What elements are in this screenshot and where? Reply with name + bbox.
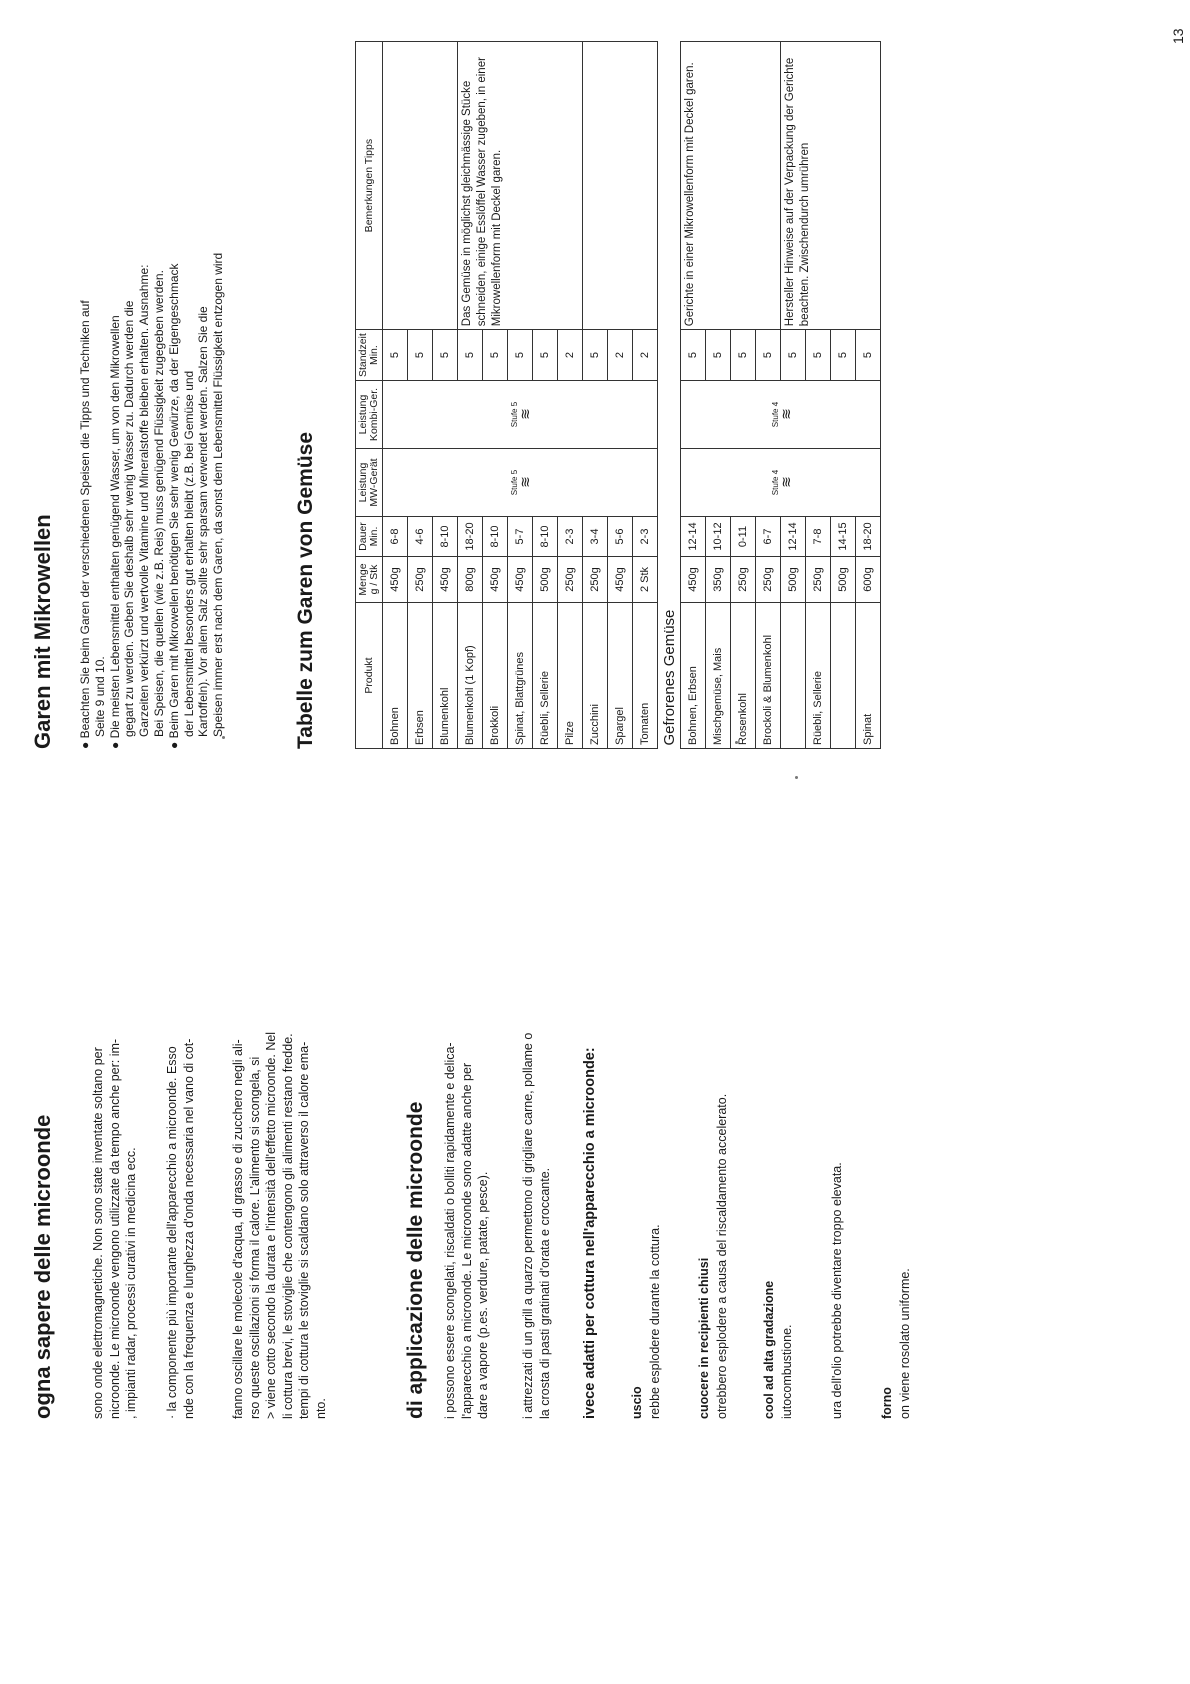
cell-standzeit: 5 — [458, 330, 483, 381]
it-item-3-title: cool ad alta gradazione — [762, 1280, 776, 1419]
it-item-2-title: cuocere in recipienti chiusi — [697, 1257, 711, 1419]
cell-produkt: Spargel — [608, 603, 633, 749]
cell-dauer: 8-10 — [533, 517, 558, 557]
it-para-3-line: rso queste oscillazioni si forma il calore. L'alimento si scongela, si — [247, 1056, 262, 1419]
cell-standzeit: 5 — [756, 330, 781, 381]
cell-standzeit: 5 — [806, 330, 831, 381]
cell-standzeit: 5 — [483, 330, 508, 381]
cell-menge: 450g — [483, 557, 508, 603]
it-para-1-line: , impianti radar, processi curativi in medicina ecc. — [124, 1147, 139, 1419]
cell-tipps: Gerichte in einer Mikrowellenform mit Deckel garen. — [681, 42, 781, 330]
it-item-4-text: ura dell'olio potrebbe diventare troppo elevata. — [830, 1162, 844, 1419]
cell-produkt: Brockoli & Blumenkohl — [756, 603, 781, 749]
table-row — [383, 42, 408, 749]
header-line: Standzeit — [357, 333, 369, 377]
bullet-icon: ● — [107, 741, 122, 749]
cell-produkt: Spinat, Blattgrünes — [508, 603, 533, 749]
header-tipps: Bemerkungen Tipps — [356, 42, 383, 330]
cell-dauer: 10-12 — [706, 517, 731, 557]
de-bullet-line: Garzeiten verkürzt und wertvolle Vitamine und Mineralstoffe bleiben erhalten. Ausnahme: — [137, 264, 152, 737]
it-para-2 — [164, 1039, 197, 1419]
cell-menge: 450g — [681, 557, 706, 603]
cell-menge: 500g — [831, 557, 856, 603]
cell-standzeit: 5 — [433, 330, 458, 381]
cell-menge: 250g — [756, 557, 781, 603]
it-para-3-line: fanno oscillare le molecole d'acqua, di grasso e di zucchero negli ali- — [231, 1039, 245, 1419]
cell-leistung-mw — [383, 449, 658, 517]
it-para-4-line: dare a vapore (p.es. verdure, patate, pesce). — [476, 1171, 491, 1419]
de-bullet-line: Kartoffeln). Vor allem Salz sollte sehr sparsam verwendet werden. Salzen Sie die — [196, 306, 211, 737]
bullet-icon: ● — [166, 741, 181, 749]
header-line: Menge — [357, 563, 369, 596]
it-item-5-text: on viene rosolato uniforme. — [898, 1268, 912, 1419]
cell-standzeit: 5 — [706, 330, 731, 381]
it-para-5 — [520, 1033, 553, 1419]
cell-menge: 600g — [856, 557, 881, 603]
cell-leistung-kombi — [383, 381, 658, 449]
cell-dauer: 4-6 — [408, 517, 433, 557]
it-para-5-line: i attrezzati di un grill a quarzo permettono di grigliare carne, pollame o — [521, 1032, 535, 1419]
header-produkt: Produkt — [356, 603, 383, 749]
it-para-3-line: nto. — [313, 1398, 328, 1419]
cell-dauer: 12-14 — [781, 517, 806, 557]
power-level-label: Stufe 4 — [770, 401, 780, 428]
it-title: ogna sapere delle microonde — [30, 1114, 55, 1419]
cell-leistung-mw — [681, 449, 881, 517]
cell-produkt: Zucchini — [583, 603, 608, 749]
cell-standzeit: 2 — [558, 330, 583, 381]
header-line: Min. — [368, 526, 380, 547]
frozen-label: Gefrorenes Gemüse — [658, 42, 681, 749]
cell-standzeit: 5 — [583, 330, 608, 381]
it-para-3-line: > viene cotto secondo la durata e l'intensità dell'effetto microonde. Nel — [264, 1031, 279, 1419]
cell-dauer: 6-7 — [756, 517, 781, 557]
cell-menge: 2 Stk — [633, 557, 658, 603]
cell-menge: 250g — [583, 557, 608, 603]
cell-produkt: Blumenkohl (1 Kopf) — [458, 603, 483, 749]
cell-produkt: Rüebli, Sellerie — [806, 603, 831, 749]
cell-produkt — [781, 603, 806, 749]
cell-menge: 500g — [533, 557, 558, 603]
power-level-label: Stufe 5 — [510, 401, 519, 428]
cell-dauer: 6-8 — [383, 517, 408, 557]
cell-produkt: Pilze — [558, 603, 583, 749]
header-line: MW-Gerät — [368, 458, 380, 507]
header-line: Leistung — [357, 462, 369, 503]
de-bullet-line: Beachten Sie beim Garen der verschiedenen Speisen die Tipps und Techniken auf — [78, 300, 92, 739]
header-line: Leistung — [357, 394, 369, 435]
header-line: g / Stk — [368, 564, 380, 595]
header-line: Dauer — [357, 522, 369, 551]
it-item-3-text: iutocombustione. — [780, 1324, 794, 1419]
it-para-2-line: · la componente più importante dell'apparecchio a microonde. Esso — [165, 1046, 179, 1419]
cell-dauer: 5-7 — [508, 517, 533, 557]
cell-standzeit: 5 — [856, 330, 881, 381]
cell-dauer: 8-10 — [483, 517, 508, 557]
microwave-power-icon: ≋ — [517, 477, 533, 488]
header-line: Min. — [368, 345, 380, 366]
cell-dauer: 18-20 — [856, 517, 881, 557]
de-bullet-line: Beim Garen mit Mikrowellen benötigen Sie sehr wenig Gewürze, da der Eigengeschmack — [166, 263, 181, 739]
cell-standzeit: 5 — [831, 330, 856, 381]
cell-produkt: Rosenkohl — [731, 603, 756, 749]
cell-produkt: Erbsen — [408, 603, 433, 749]
de-bullets — [78, 253, 226, 749]
cell-tipps: Hersteller Hinweise auf der Verpackung der Gerichte beachten. Zwischendurch umrühren — [781, 42, 881, 330]
cell-produkt: Brokkoli — [483, 603, 508, 749]
it-para-4-line: i possono essere scongelati, riscaldati o bolliti rapidamente e delica- — [443, 1042, 457, 1419]
de-bullet-line: Bei Speisen, die quellen (wie z.B. Reis) muss genügend Flüssigkeit zugegeben werden. — [151, 270, 166, 737]
de-bullet-line: Seite 9 und 10. — [92, 656, 107, 737]
vegetable-table — [355, 41, 881, 749]
it-item-5-title: forno — [880, 1387, 894, 1419]
cell-dauer: 3-4 — [583, 517, 608, 557]
cell-standzeit: 5 — [383, 330, 408, 381]
it-para-3-line: li cottura brevi, le stoviglie che contengono gli alimenti restano fredde. — [280, 1033, 295, 1419]
it-para-4 — [442, 1042, 492, 1419]
cell-produkt — [831, 603, 856, 749]
it-para-3 — [230, 1032, 330, 1419]
cell-menge: 350g — [706, 557, 731, 603]
it-para-4-line: l'apparecchio a microonde. Le microonde sono adatte anche per — [459, 1062, 474, 1419]
cell-standzeit: 5 — [781, 330, 806, 381]
cell-standzeit: 5 — [533, 330, 558, 381]
table-header-row — [356, 42, 383, 749]
cell-dauer: 8-10 — [433, 517, 458, 557]
de-bullet-3 — [167, 253, 226, 749]
power-level-label: Stufe 4 — [770, 469, 780, 496]
header-leistung-kombi — [356, 381, 383, 449]
it-item-2-text: otrebbero esplodere a causa del riscaldamento accelerato. — [715, 1093, 729, 1419]
cell-dauer: 5-6 — [608, 517, 633, 557]
it-para-1 — [90, 1039, 140, 1419]
cell-produkt: Spinat — [856, 603, 881, 749]
cell-dauer: 2-3 — [633, 517, 658, 557]
cell-dauer: 18-20 — [458, 517, 483, 557]
cell-standzeit: 2 — [633, 330, 658, 381]
de-bullet-1 — [78, 253, 108, 749]
page-number: 13 — [1170, 28, 1186, 44]
cell-menge: 450g — [383, 557, 408, 603]
it-para-2-line: nde con la frequenza e lunghezza d'onda necessaria nel vano di cot- — [181, 1038, 196, 1419]
cell-standzeit: 5 — [508, 330, 533, 381]
cell-dauer: 7-8 — [806, 517, 831, 557]
cell-tipps: Das Gemüse in möglichst gleichmässige Stücke schneiden, einige Esslöffel Wasser zugeben, in einer Mikrowellenform mit Deckel garen. — [458, 42, 583, 330]
it-para-3-line: tempi di cottura le stoviglie si scaldano solo attraverso il calore ema- — [297, 1041, 312, 1419]
fresh-rows — [383, 42, 658, 749]
cell-menge: 250g — [408, 557, 433, 603]
de-bullet-line: gegart zu werden. Geben Sie deshalb sehr wenig Wasser zu. Dadurch werden die — [122, 300, 137, 737]
de-table-title: Tabelle zum Garen von Gemüse — [294, 431, 317, 749]
cell-dauer: 2-3 — [558, 517, 583, 557]
it-section3-title: ivece adatti per cottura nell'apparecchio a microonde: — [582, 1047, 598, 1419]
it-item-1-text: rebbe esplodere durante la cottura. — [648, 1224, 662, 1419]
cell-produkt: Tomaten — [633, 603, 658, 749]
scan-speck — [795, 776, 798, 779]
header-dauer — [356, 517, 383, 557]
cell-standzeit: 5 — [681, 330, 706, 381]
frozen-category-row — [658, 42, 681, 749]
frozen-rows — [681, 42, 881, 749]
power-level-label: Stufe 5 — [510, 469, 519, 496]
cell-menge: 450g — [608, 557, 633, 603]
microwave-power-icon: ≋ — [777, 477, 794, 488]
de-bullet-line: der Lebensmittel besonders gut erhalten bleibt (z.B. bei Gemüse und — [181, 370, 196, 737]
cell-produkt: Bohnen, Erbsen — [681, 603, 706, 749]
cell-standzeit: 5 — [731, 330, 756, 381]
de-bullet-2 — [108, 253, 167, 749]
cell-standzeit: 2 — [608, 330, 633, 381]
it-para-1-line: nicroonde. Le microonde vengono utilizzate da tempo anche per: im- — [107, 1038, 122, 1419]
cell-menge: 250g — [558, 557, 583, 603]
table-row — [681, 42, 706, 749]
cell-produkt: Mischgemüse, Mais — [706, 603, 731, 749]
it-item-1-title: uscio — [630, 1386, 644, 1419]
microwave-power-icon: ≋ — [517, 409, 533, 420]
de-bullet-line: Speisen immer erst nach dem Garen, da sonst dem Lebensmittel Flüssigkeit entzogen wird — [211, 252, 226, 737]
bullet-icon: ● — [78, 741, 92, 749]
cell-menge: 500g — [781, 557, 806, 603]
cell-menge: 450g — [508, 557, 533, 603]
cell-menge: 250g — [731, 557, 756, 603]
cell-produkt: Rüebli, Sellerie — [533, 603, 558, 749]
cell-dauer: 0-11 — [731, 517, 756, 557]
cell-menge: 250g — [806, 557, 831, 603]
it-para-1-line: sono onde elettromagnetiche. Non sono state inventate soltano per — [91, 1047, 105, 1419]
header-standzeit — [356, 330, 383, 381]
header-menge — [356, 557, 383, 603]
de-title: Garen mit Mikrowellen — [30, 514, 55, 749]
microwave-power-icon: ≋ — [777, 409, 794, 420]
cell-standzeit: 5 — [408, 330, 433, 381]
it-section2-title: di applicazione delle microonde — [404, 1101, 427, 1419]
cell-dauer: 14-15 — [831, 517, 856, 557]
cell-produkt: Blumenkohl — [433, 603, 458, 749]
cell-leistung-kombi — [681, 381, 881, 449]
cell-produkt: Bohnen — [383, 603, 408, 749]
de-bullet-line: Die meisten Lebensmittel enthalten genügend Wasser, um von den Mikrowellen — [107, 315, 122, 739]
it-para-5-line: la crosta di pasti gratinati d'orata e croccante. — [537, 1167, 552, 1419]
cell-menge: 800g — [458, 557, 483, 603]
cell-tipps — [583, 42, 658, 330]
cell-menge: 450g — [433, 557, 458, 603]
header-line: Kombi-Ger. — [368, 387, 380, 442]
cell-tipps — [383, 42, 458, 330]
header-leistung-mw — [356, 449, 383, 517]
cell-dauer: 12-14 — [681, 517, 706, 557]
